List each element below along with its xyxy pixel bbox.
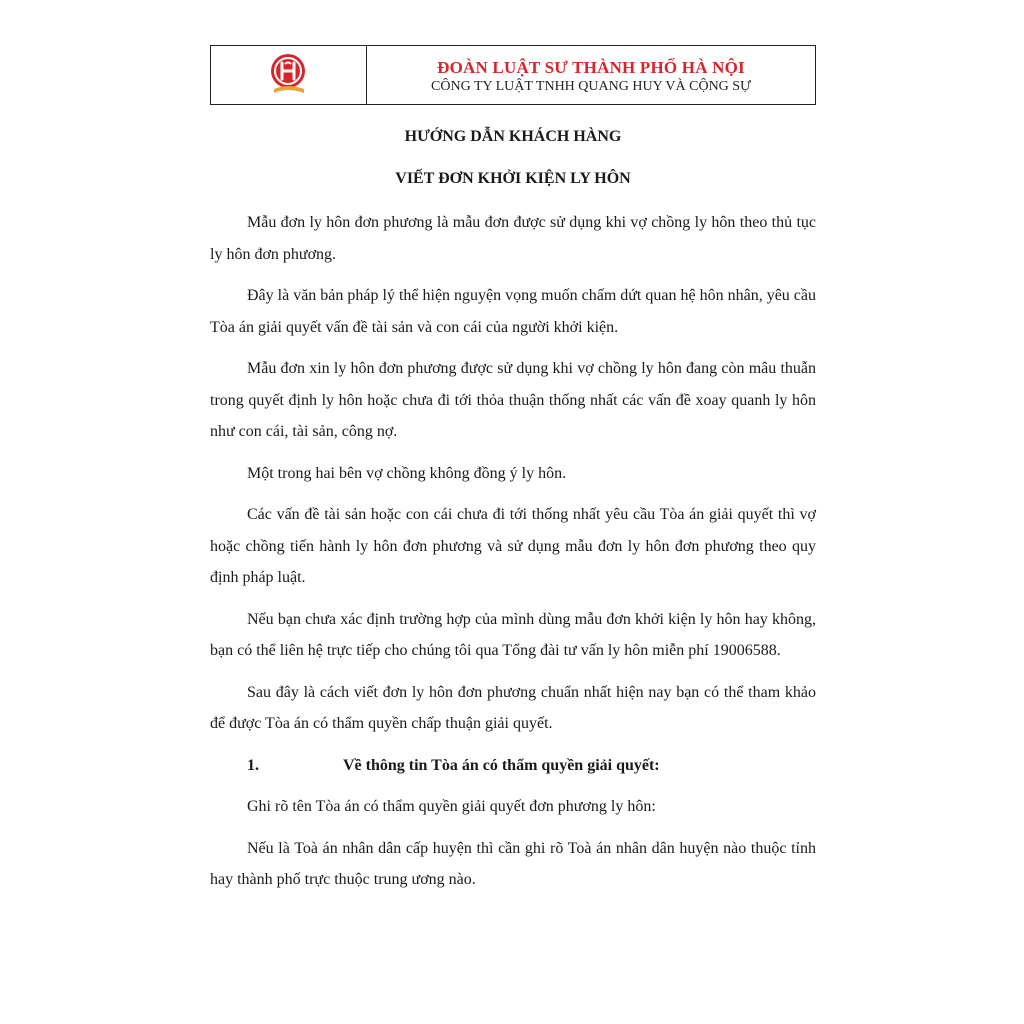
section-title: Về thông tin Tòa án có thẩm quyền giải quyết:	[343, 756, 660, 774]
paragraph: Nếu là Toà án nhân dân cấp huyện thì cần ghi rõ Toà án nhân dân huyện nào thuộc tỉnh hay thành phố trực thuộc trung ương nào.	[210, 839, 816, 888]
company-name: CÔNG TY LUẬT TNHH QUANG HUY VÀ CỘNG SỰ	[431, 78, 751, 94]
letterhead-text	[367, 46, 815, 104]
document-body	[210, 207, 816, 906]
doc-title-line-1: HƯỚNG DẪN KHÁCH HÀNG	[404, 128, 622, 145]
paragraph: Mẫu đơn xin ly hôn đơn phương được sử dụng khi vợ chồng ly hôn đang còn mâu thuẫn trong quyết định ly hôn hoặc chưa đi tới thỏa thuận thống nhất các vấn đề xoay quanh ly hôn như con cái, tài sản, công nợ.	[210, 360, 816, 440]
quang-huy-law-logo-icon	[266, 52, 312, 98]
section-number: 1.	[247, 756, 259, 774]
paragraph: Đây là văn bản pháp lý thể hiện nguyện vọng muốn chấm dứt quan hệ hôn nhân, yêu cầu Tòa án giải quyết vấn đề tài sản và con cái của người khởi kiện.	[210, 287, 816, 336]
paragraph: Sau đây là cách viết đơn ly hôn đơn phương chuẩn nhất hiện nay bạn có thể tham khảo để được Tòa án có thẩm quyền chấp thuận giải quyết.	[210, 683, 816, 732]
logo-cell	[211, 46, 367, 104]
org-name: ĐOÀN LUẬT SƯ THÀNH PHỐ HÀ NỘI	[437, 57, 745, 77]
paragraph: Nếu bạn chưa xác định trường hợp của mình dùng mẫu đơn khởi kiện ly hôn hay không, bạn có thể liên hệ trực tiếp cho chúng tôi qua Tổng đài tư vấn ly hôn miễn phí 19006588.	[210, 610, 816, 659]
paragraph: Một trong hai bên vợ chồng không đồng ý ly hôn.	[247, 464, 567, 482]
paragraph: Các vấn đề tài sản hoặc con cái chưa đi tới thống nhất yêu cầu Tòa án giải quyết thì vợ hoặc chồng tiến hành ly hôn đơn phương và sử dụng mẫu đơn ly hôn đơn phương theo quy định pháp luật.	[210, 506, 816, 586]
paragraph: Ghi rõ tên Tòa án có thẩm quyền giải quyết đơn phương ly hôn:	[247, 798, 656, 815]
doc-title-line-2: VIẾT ĐƠN KHỞI KIỆN LY HÔN	[395, 170, 631, 187]
paragraph: Mẫu đơn ly hôn đơn phương là mẫu đơn được sử dụng khi vợ chồng ly hôn theo thủ tục ly hôn đơn phương.	[210, 214, 816, 263]
section-heading	[210, 750, 816, 782]
document-page	[210, 45, 816, 888]
letterhead	[210, 45, 816, 105]
